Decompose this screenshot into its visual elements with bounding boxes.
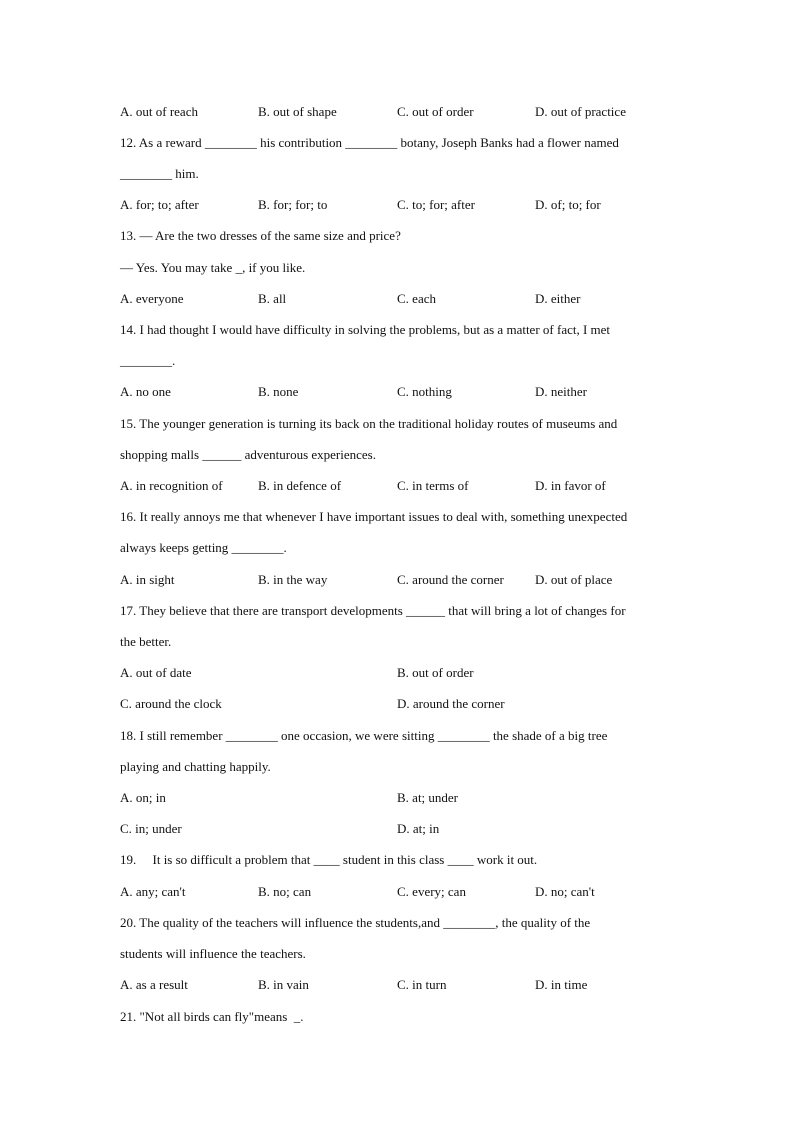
question-text: 18. I still remember ________ one occasion, we were sitting ________ the shade of a big tree bbox=[120, 728, 608, 743]
question-text: 17. They believe that there are transport developments ______ that will bring a lot of changes for bbox=[120, 603, 626, 618]
option-c: C. every; can bbox=[397, 884, 466, 899]
option-d: D. out of place bbox=[535, 572, 613, 587]
question-text-cont: playing and chatting happily. bbox=[120, 759, 271, 774]
option-d: D. at; in bbox=[397, 821, 440, 836]
option-c: C. around the clock bbox=[120, 696, 222, 711]
option-a: A. as a result bbox=[120, 977, 188, 992]
option-c: C. each bbox=[397, 291, 436, 306]
option-a: A. out of reach bbox=[120, 104, 198, 119]
question-text: 20. The quality of the teachers will influence the students,and ________, the quality of the bbox=[120, 915, 591, 930]
option-b: B. for; for; to bbox=[258, 197, 328, 212]
question-text: 19. It is so difficult a problem that ____ student in this class ____ work it out. bbox=[120, 852, 538, 867]
option-d: D. no; can't bbox=[535, 884, 595, 899]
option-a: A. out of date bbox=[120, 665, 192, 680]
option-b: B. out of shape bbox=[258, 104, 337, 119]
option-b: B. in the way bbox=[258, 572, 328, 587]
option-b: B. no; can bbox=[258, 884, 312, 899]
question-text: 16. It really annoys me that whenever I have important issues to deal with, something unexpected bbox=[120, 509, 628, 524]
option-c: C. around the corner bbox=[397, 572, 504, 587]
option-a: A. on; in bbox=[120, 790, 166, 805]
question-text-cont: — Yes. You may take _, if you like. bbox=[120, 260, 306, 275]
question-text: 21. "Not all birds can fly"means _. bbox=[120, 1009, 304, 1024]
option-a: A. in sight bbox=[120, 572, 175, 587]
option-d: D. neither bbox=[535, 384, 587, 399]
option-a: A. everyone bbox=[120, 291, 184, 306]
option-b: B. none bbox=[258, 384, 299, 399]
question-text-cont: the better. bbox=[120, 634, 172, 649]
question-text: 15. The younger generation is turning its back on the traditional holiday routes of museums and bbox=[120, 416, 618, 431]
option-c: C. nothing bbox=[397, 384, 452, 399]
option-a: A. in recognition of bbox=[120, 478, 223, 493]
question-text: 12. As a reward ________ his contribution ________ botany, Joseph Banks had a flower named bbox=[120, 135, 619, 150]
question-text: 14. I had thought I would have difficulty in solving the problems, but as a matter of fact, I met bbox=[120, 322, 611, 337]
option-b: B. out of order bbox=[397, 665, 474, 680]
option-a: A. for; to; after bbox=[120, 197, 199, 212]
option-d: D. of; to; for bbox=[535, 197, 601, 212]
option-a: A. no one bbox=[120, 384, 171, 399]
option-d: D. in favor of bbox=[535, 478, 606, 493]
option-b: B. at; under bbox=[397, 790, 459, 805]
option-d: D. either bbox=[535, 291, 581, 306]
option-a: A. any; can't bbox=[120, 884, 186, 899]
option-c: C. to; for; after bbox=[397, 197, 475, 212]
question-text-cont: always keeps getting ________. bbox=[120, 540, 287, 555]
question-text-cont: ________. bbox=[120, 353, 176, 368]
option-c: C. in turn bbox=[397, 977, 447, 992]
option-c: C. in terms of bbox=[397, 478, 469, 493]
question-text-cont: students will influence the teachers. bbox=[120, 946, 306, 961]
option-d: D. out of practice bbox=[535, 104, 626, 119]
option-b: B. all bbox=[258, 291, 287, 306]
option-c: C. out of order bbox=[397, 104, 474, 119]
question-text-cont: ________ him. bbox=[120, 166, 199, 181]
question-text-cont: shopping malls ______ adventurous experiences. bbox=[120, 447, 376, 462]
option-b: B. in vain bbox=[258, 977, 309, 992]
option-d: D. around the corner bbox=[397, 696, 505, 711]
question-text: 13. — Are the two dresses of the same size and price? bbox=[120, 228, 401, 243]
option-b: B. in defence of bbox=[258, 478, 342, 493]
option-d: D. in time bbox=[535, 977, 588, 992]
option-c: C. in; under bbox=[120, 821, 182, 836]
